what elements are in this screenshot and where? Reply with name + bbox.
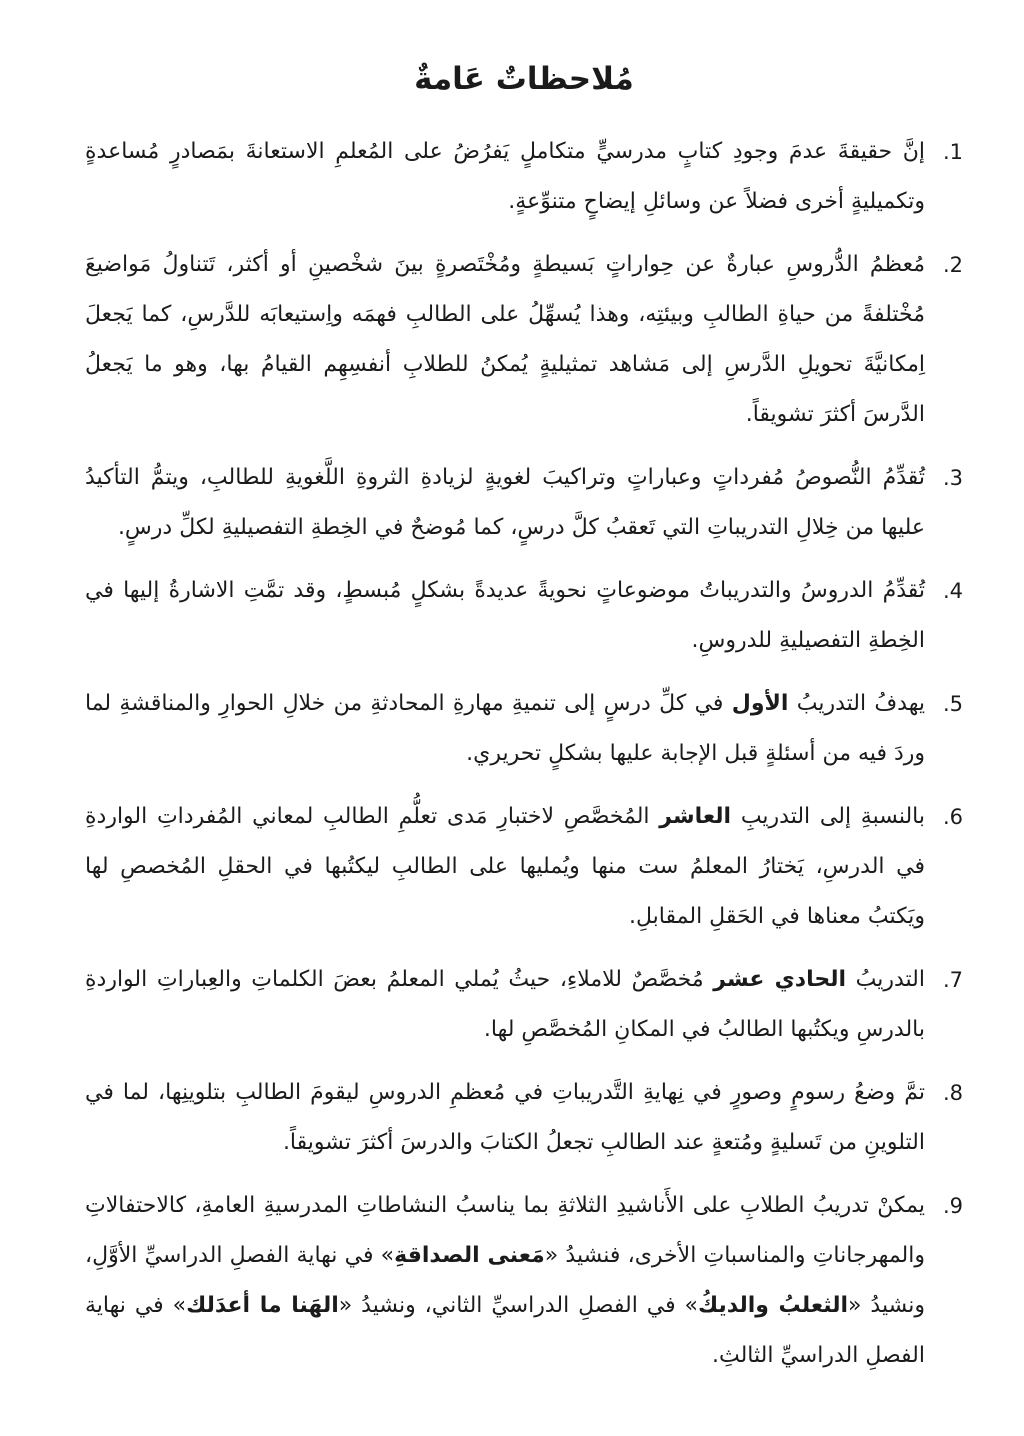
item-number: 7. <box>942 968 963 993</box>
item-text-bold-run: مَعنى الصداقةِ <box>394 1243 545 1269</box>
item-text <box>85 967 925 1042</box>
note-item <box>85 453 963 553</box>
item-text-bold-run: الأول <box>731 691 789 717</box>
item-text-run: التدريبُ <box>846 967 925 993</box>
item-text <box>85 1193 925 1368</box>
item-text-run: المُخصَّصِ لاختبارِ مَدى تعلُّمِ الطالبِ لمعاني المُفرداتِ الواردةِ في الدرسِ، يَختارُ المعلمُ ست منها ويُمليها على الطالبِ ليكتُبها في الحقلِ المُخصصِ لها ويَكتبُ معناها في الحَقلِ المقابلِ. <box>85 804 925 930</box>
item-text <box>85 804 925 929</box>
item-text-run: » في الفصلِ الدراسيِّ الثاني، ونشيدُ « <box>338 1293 699 1319</box>
item-text-run: مُخصَّصٌ للاملاءِ، حيثُ يُملي المعلمُ بعضَ الكلماتِ والعِباراتِ الواردةِ بالدرسِ ويكتُبها الطالبُ في المكانِ المُخصَّصِ لها. <box>85 967 925 1043</box>
item-text-run: في كلِّ درسٍ إلى تنميةِ مهارةِ المحادثةِ من خلالِ الحوارِ والمناقشةِ لما وردَ فيه من أسئلةٍ قبل الإجابة عليها بشكلٍ تحريري. <box>85 691 925 767</box>
item-text-run: مُعظمُ الدُّروسِ عبارةٌ عن حِواراتٍ بَسيطةٍ ومُخْتَصرةٍ بينَ شخْصينِ أو أكثر، تَتناولُ مَواضيعَ مُخْتلفةً من حياةِ الطالبِ وبيئتِه، وهذا يُسهِّلُ على الطالبِ فهمَه واِستيعابَه للدَّرسِ، كما يَجعلَ اِمكانيَّةَ تحويلِ الدَّرسِ إلى مَشاهد تمثيليةٍ يُمكنُ للطلابِ أنفسِهِم القيامُ بها، وهو ما يَجعلُ الدَّرسَ أكثرَ تشويقاً. <box>85 252 925 428</box>
note-item <box>85 1181 963 1381</box>
item-number: 8. <box>942 1081 963 1106</box>
note-item <box>85 566 963 666</box>
item-text-run: » في نهاية الفصلِ الدراسيِّ الثالثِ. <box>85 1293 925 1369</box>
item-text <box>85 139 925 214</box>
item-text-run: » في نهاية الفصلِ الدراسيِّ الأوَّلِ، ونشيدُ « <box>85 1243 925 1319</box>
item-text-run: تمَّ وضعُ رسومٍ وصورٍ في نِهايةِ التَّدريباتِ في مُعظمِ الدروسِ ليقومَ الطالبِ بتلوينِها، لما في التلوينِ من تَسليةٍ ومُتعةٍ عند الطالبِ تجعلُ الكتابَ والدرسَ أكثرَ تشويقاً. <box>85 1080 925 1156</box>
item-text-run: تُقدِّمُ النُّصوصُ مُفرداتٍ وعباراتٍ وتراكيبَ لغويةٍ لزيادةِ الثروةِ اللَّغويةِ للطالبِ، ويتمُّ التأكيدُ عليها من خِلالِ التدريباتِ التي تَعقبُ كلَّ درسٍ، كما مُوضحٌ في الخِطةِ التفصيليةِ لكلِّ درسٍ. <box>85 465 925 541</box>
item-text-bold-run: الهَنا ما أعدَلك <box>186 1293 339 1319</box>
item-text <box>85 578 925 653</box>
item-number: 2. <box>942 253 963 278</box>
note-item <box>85 1068 963 1168</box>
item-text <box>85 691 925 766</box>
item-text <box>85 252 925 427</box>
note-item <box>85 679 963 779</box>
item-number: 5. <box>942 692 963 717</box>
note-item <box>85 955 963 1055</box>
item-text-run: بالنسبةِ إلى التدريبِ <box>731 804 926 830</box>
note-item <box>85 792 963 942</box>
item-text <box>85 465 925 540</box>
item-text-bold-run: العاشر <box>659 804 732 830</box>
item-number: 6. <box>942 805 963 830</box>
item-text-run: تُقدِّمُ الدروسُ والتدريباتُ موضوعاتٍ نحويةً عديدةً بشكلٍ مُبسطٍ، وقد تمَّتِ الاشارةُ إليها في الخِطةِ التفصيليةِ للدروسِ. <box>85 578 925 654</box>
note-item <box>85 240 963 440</box>
note-item <box>85 127 963 227</box>
item-text-run: يمكنْ تدريبُ الطلابِ على الأَناشيدِ الثلاثةِ بما يناسبُ النشاطاتِ المدرسيةِ العامةِ، كالاحتفالاتِ والمهرجاناتِ والمناسباتِ الأخرى، فنشيدُ « <box>85 1193 925 1269</box>
item-number: 1. <box>942 140 963 165</box>
item-text-run: إنَّ حقيقةَ عدمَ وجودِ كتابٍ مدرسيٍّ متكاملٍ يَفرُضُ على المُعلمِ الاستعانةَ بمَصادرٍ مُساعدةٍ وتكميليةٍ أخرى فضلاً عن وسائلِ إيضاحٍ متنوِّعةٍ. <box>85 139 925 215</box>
item-number: 9. <box>942 1194 963 1219</box>
item-text-bold-run: الثعلبُ والديكُ <box>698 1293 849 1319</box>
notes-list <box>85 127 963 1381</box>
item-text-run: يهدفُ التدريبُ <box>788 691 925 717</box>
item-text-bold-run: الحادي عشر <box>713 967 847 993</box>
item-number: 3. <box>942 466 963 491</box>
page-title: مُلاحظاتٌ عَامةٌ <box>414 61 634 97</box>
item-text <box>85 1080 925 1155</box>
item-number: 4. <box>942 579 963 604</box>
